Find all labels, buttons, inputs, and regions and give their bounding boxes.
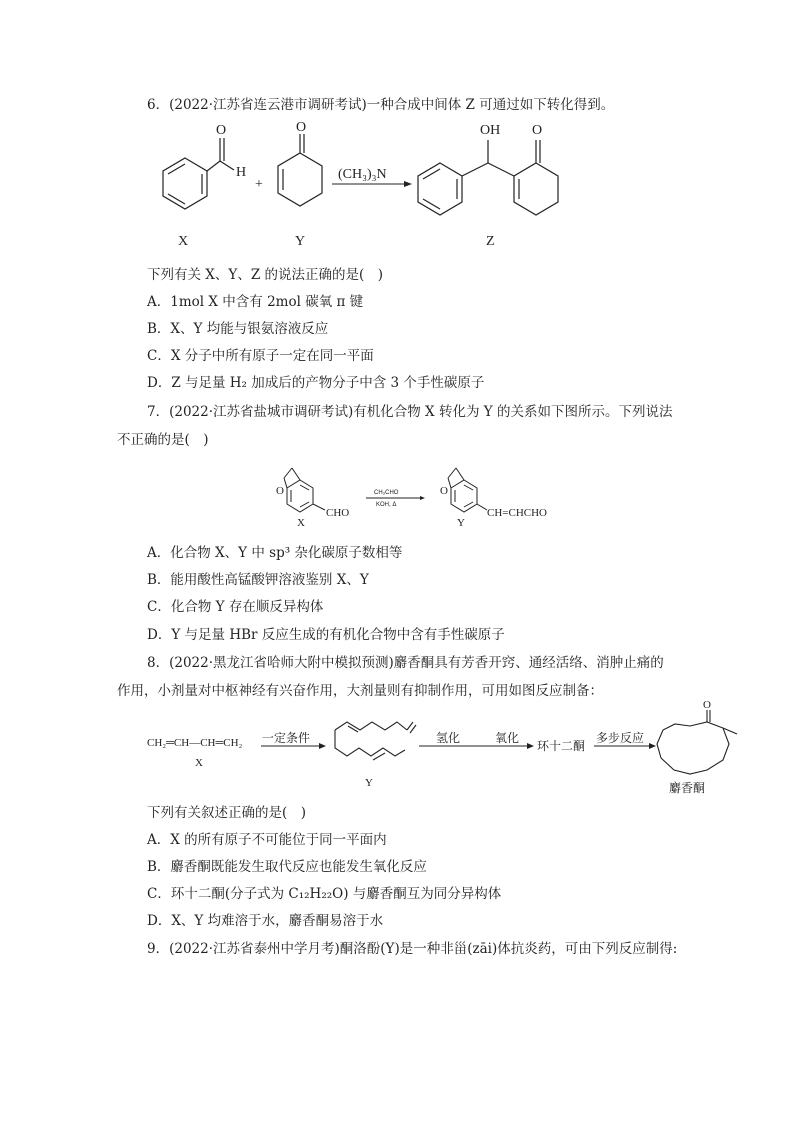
product-label: 麝香酮 (669, 781, 706, 795)
intermediate-label: 环十二酮 (537, 739, 586, 753)
q7-stem-line1: 7．(2022·江苏省盐城市调研考试)有机化合物 X 转化为 Y 的关系如下图所示。下列说法 (147, 404, 673, 420)
molecule-z (418, 140, 558, 215)
step1-label: 一定条件 (262, 731, 311, 745)
label-y: Y (457, 517, 465, 529)
q8-option-b: B．麝香酮既能发生取代反应也能发生氧化反应 (147, 859, 427, 875)
x-ring-oxygen: O (276, 485, 284, 497)
q8-stem-line1: 8．(2022·黑龙江省哈师大附中模拟预测)麝香酮具有芳香开窍、通经活络、消肿止痛的 (147, 655, 664, 671)
q6-option-b: B．X、Y 均能与银氨溶液反应 (147, 321, 329, 337)
q6-option-c: C．X 分子中所有原子一定在同一平面 (147, 348, 374, 364)
x-hydrogen-atom: H (236, 165, 247, 180)
q6-option-d: D．Z 与足量 H₂ 加成后的产物分子中含 3 个手性碳原子 (147, 375, 485, 391)
label-z: Z (486, 234, 495, 249)
z-oxygen-atom: O (532, 123, 543, 138)
q8-option-a: A．X 的所有原子不可能位于同一平面内 (147, 832, 387, 848)
butadiene-formula: CH₂═CH—CH═CH₂ (147, 737, 243, 749)
q8-stem-line2: 作用，小剂量对中枢神经有兴奋作用，大剂量则有抑制作用，可用如图反应制备： (117, 683, 603, 699)
label-x: X (297, 517, 305, 529)
q7-option-c: C．化合物 Y 存在顺反异构体 (147, 599, 324, 615)
q8-question: 下列有关叙述正确的是( ) (147, 805, 307, 821)
x-cho-group: CHO (326, 507, 350, 519)
label-x: X (178, 234, 189, 249)
q6-stem: 6．(2022·江苏省连云港市调研考试)一种合成中间体 Z 可通过如下转化得到。 (147, 97, 615, 113)
q6-question: 下列有关 X、Y、Z 的说法正确的是( ) (147, 267, 384, 283)
step2-label: 氢化 (436, 731, 461, 745)
molecule-y-triene (335, 722, 416, 760)
label-y: Y (295, 234, 306, 249)
q7-option-a: A．化合物 X、Y 中 sp³ 杂化碳原子数相等 (147, 545, 403, 561)
plus-sign: + (255, 177, 263, 192)
molecule-y-cyclohexenone (278, 134, 322, 206)
label-y: Y (365, 777, 373, 789)
q6-reaction-diagram (140, 118, 660, 248)
molecule-x-benzaldehyde (163, 138, 234, 209)
q9-stem: 9．(2022·江苏省泰州中学月考)酮洛酚(Y)是一种非甾(zāi)体抗炎药，可由下列反应制得: (147, 941, 678, 957)
reagent-label: (CH₃)₃N (338, 167, 387, 182)
q7-option-b: B．能用酸性高锰酸钾溶液鉴别 X、Y (147, 572, 369, 588)
q8-reaction-diagram (147, 700, 737, 798)
q7-stem-line2: 不正确的是( ) (117, 432, 209, 448)
label-x: X (195, 757, 203, 769)
step4-label: 多步反应 (596, 731, 645, 745)
molecule-x-dihydrobenzofuran (284, 468, 325, 512)
y-side-chain: CH=CHCHO (487, 507, 547, 519)
q6-option-a: A．1mol X 中含有 2mol 碳氧 π 键 (147, 294, 364, 310)
y-oxygen-atom: O (296, 120, 307, 135)
molecule-muscone (657, 710, 737, 774)
z-hydroxyl-label: OH (480, 123, 501, 138)
reagent-top: CH₃CHO (374, 490, 399, 496)
q8-option-d: D．X、Y 均难溶于水，麝香酮易溶于水 (147, 913, 384, 929)
reagent-bottom: KOH, Δ (376, 502, 397, 508)
q7-reaction-diagram (270, 458, 570, 530)
molecule-y (448, 468, 487, 512)
y-ring-oxygen: O (440, 485, 448, 497)
step3-label: 氧化 (495, 731, 520, 745)
x-oxygen-atom: O (216, 123, 227, 138)
muscone-oxygen: O (703, 699, 711, 711)
q8-option-c: C．环十二酮(分子式为 C₁₂H₂₂O) 与麝香酮互为同分异构体 (147, 886, 502, 902)
q7-option-d: D．Y 与足量 HBr 反应生成的有机化合物中含有手性碳原子 (147, 627, 505, 643)
